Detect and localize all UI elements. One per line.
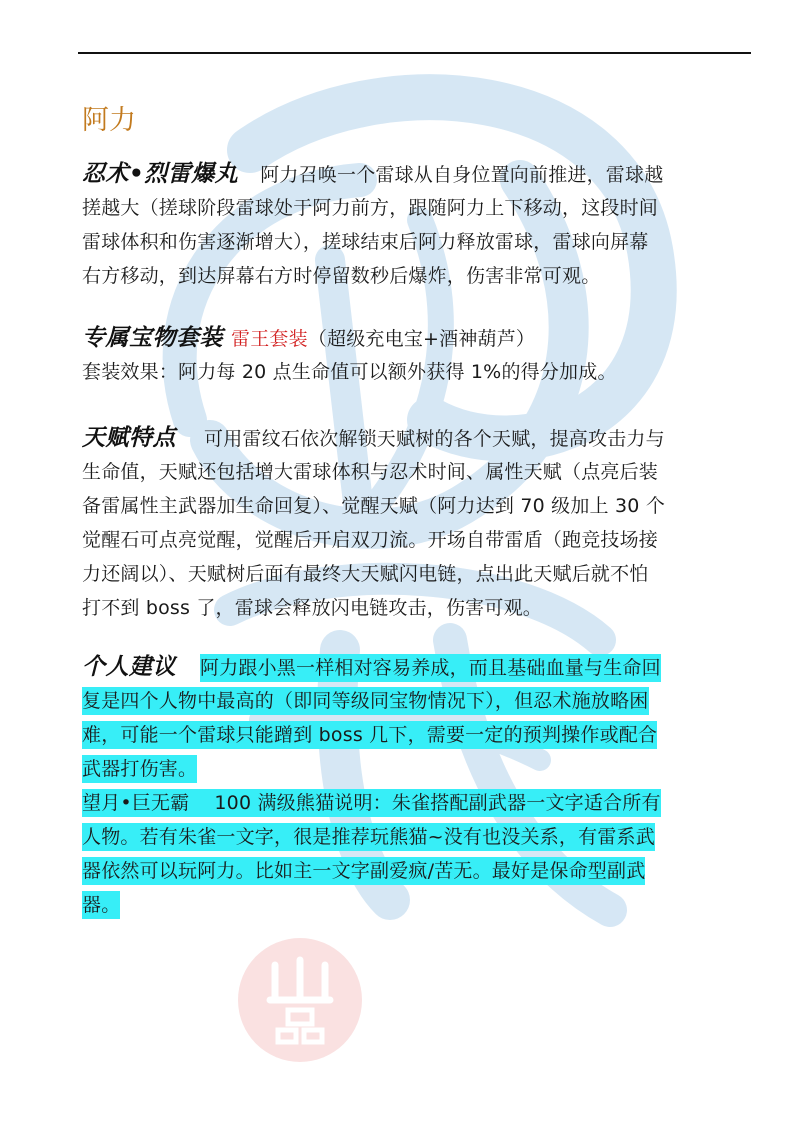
set-name: 雷王套装 [231, 328, 308, 350]
highlighted-line: 武器打伤害。 [82, 755, 197, 783]
paragraph-line: 打不到 boss 了，雷球会释放闪电链攻击，伤害可观。 [82, 597, 542, 619]
section-talent [82, 421, 754, 625]
paragraph-line: 可用雷纹石依次解锁天赋树的各个天赋，提高攻击力与 [204, 428, 665, 450]
section-treasure [82, 321, 754, 389]
section-heading-treasure: 专属宝物套装 [82, 325, 223, 351]
section-ninjutsu [82, 157, 754, 293]
paragraph-line: 备雷属性主武器加生命回复）、觉醒天赋（阿力达到 70 级加上 30 个 [82, 495, 666, 517]
section-heading-talent: 天赋特点 [82, 425, 176, 451]
section-advice [82, 650, 754, 922]
set-effect: 套装效果：阿力每 20 点生命值可以额外获得 1%的得分加成。 [82, 361, 617, 383]
paragraph-line: 雷球体积和伤害逐渐增大），搓球结束后阿力释放雷球，雷球向屏幕 [82, 231, 649, 253]
highlighted-line: 人物。若有朱雀一文字，很是推荐玩熊猫~没有也没关系，有雷系武 [82, 823, 655, 851]
highlighted-line: 复是四个人物中最高的（即同等级同宝物情况下），但忍术施放略困 [82, 687, 649, 715]
paragraph-line: 右方移动，到达屏幕右方时停留数秒后爆炸，伤害非常可观。 [82, 265, 601, 287]
paragraph-line: 力还阔以）、天赋树后面有最终大天赋闪电链，点出此天赋后就不怕 [82, 563, 649, 585]
highlighted-line: 器。 [82, 891, 120, 919]
set-items: （超级充电宝+酒神葫芦） [307, 328, 536, 350]
highlighted-line: 望月•巨无霸 100 满级熊猫说明：朱雀搭配副武器一文字适合所有 [82, 789, 661, 817]
paragraph-line: 觉醒石可点亮觉醒，觉醒后开启双刀流。开场自带雷盾（跑竞技场接 [82, 529, 659, 551]
paragraph-line: 阿力召唤一个雷球从自身位置向前推进，雷球越 [260, 164, 664, 186]
page-top-rule [78, 52, 751, 54]
section-heading-ninjutsu: 忍术•烈雷爆丸 [82, 161, 239, 187]
highlighted-line: 阿力跟小黑一样相对容易养成，而且基础血量与生命回 [200, 654, 661, 682]
section-heading-advice: 个人建议 [82, 654, 176, 680]
page-title: 阿力 [82, 105, 136, 136]
highlighted-line: 难，可能一个雷球只能蹭到 boss 几下，需要一定的预判操作或配合 [82, 721, 657, 749]
paragraph-line: 生命值，天赋还包括增大雷球体积与忍术时间、属性天赋（点亮后装 [82, 461, 659, 483]
paragraph-line: 搓越大（搓球阶段雷球处于阿力前方，跟随阿力上下移动，这段时间 [82, 197, 659, 219]
highlighted-line: 器依然可以玩阿力。比如主一文字副爱疯/苦无。最好是保命型副武 [82, 857, 645, 885]
